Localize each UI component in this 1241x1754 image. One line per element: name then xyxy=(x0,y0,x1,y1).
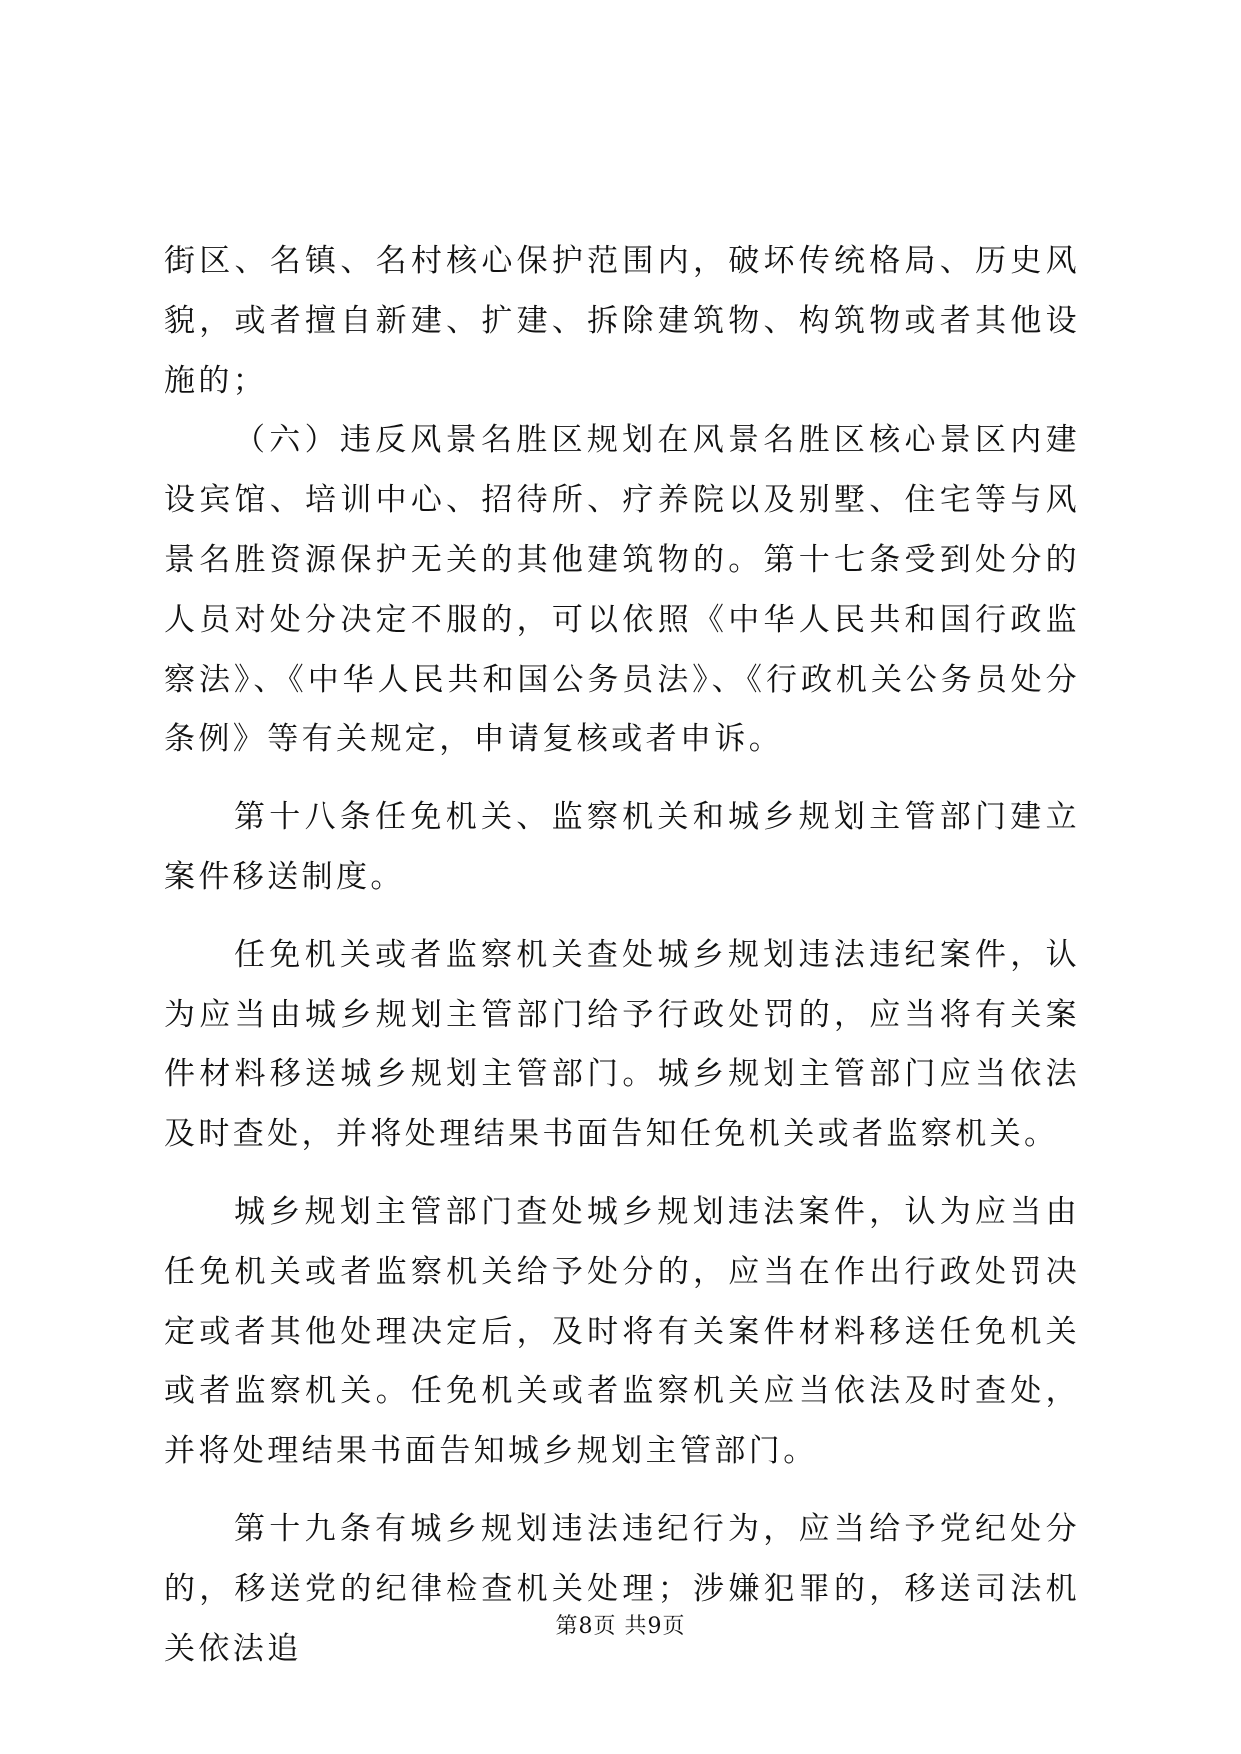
document-body xyxy=(164,232,1080,1679)
paragraph-item-six: （六）违反风景名胜区规划在风景名胜区核心景区内建设宾馆、培训中心、招待所、疗养院以及别墅、住宅等与风景名胜资源保护无关的其他建筑物的。第十七条受到处分的人员对处分决定不服的，可以依照《中华人民共和国行政监察法》、《中华人民共和国公务员法》、《行政机关公务员处分条例》等有关规定，申请复核或者申诉。 xyxy=(164,422,1080,758)
page-footer: 第8页 共9页 xyxy=(555,1614,686,1639)
paragraph-article-19: 第十九条有城乡规划违法违纪行为，应当给予党纪处分的，移送党的纪律检查机关处理；涉嫌犯罪的，移送司法机关依法追 xyxy=(164,1510,1080,1667)
paragraph-transfer-to-appointing: 城乡规划主管部门查处城乡规划违法案件，认为应当由任免机关或者监察机关给予处分的，应当在作出行政处罚决定或者其他处理决定后，及时将有关案件材料移送任免机关或者监察机关。任免机关或者监察机关应当依法及时查处，并将处理结果书面告知城乡规划主管部门。 xyxy=(164,1193,1080,1470)
paragraph-transfer-to-planning: 任免机关或者监察机关查处城乡规划违法违纪案件，认为应当由城乡规划主管部门给予行政处罚的，应当将有关案件材料移送城乡规划主管部门。城乡规划主管部门应当依法及时查处，并将处理结果书面告知任免机关或者监察机关。 xyxy=(164,936,1080,1153)
paragraph-continuation: 街区、名镇、名村核心保护范围内，破坏传统格局、历史风貌，或者擅自新建、扩建、拆除建筑物、构筑物或者其他设施的； xyxy=(164,243,1080,399)
paragraph-article-18: 第十八条任免机关、监察机关和城乡规划主管部门建立案件移送制度。 xyxy=(164,799,1080,895)
